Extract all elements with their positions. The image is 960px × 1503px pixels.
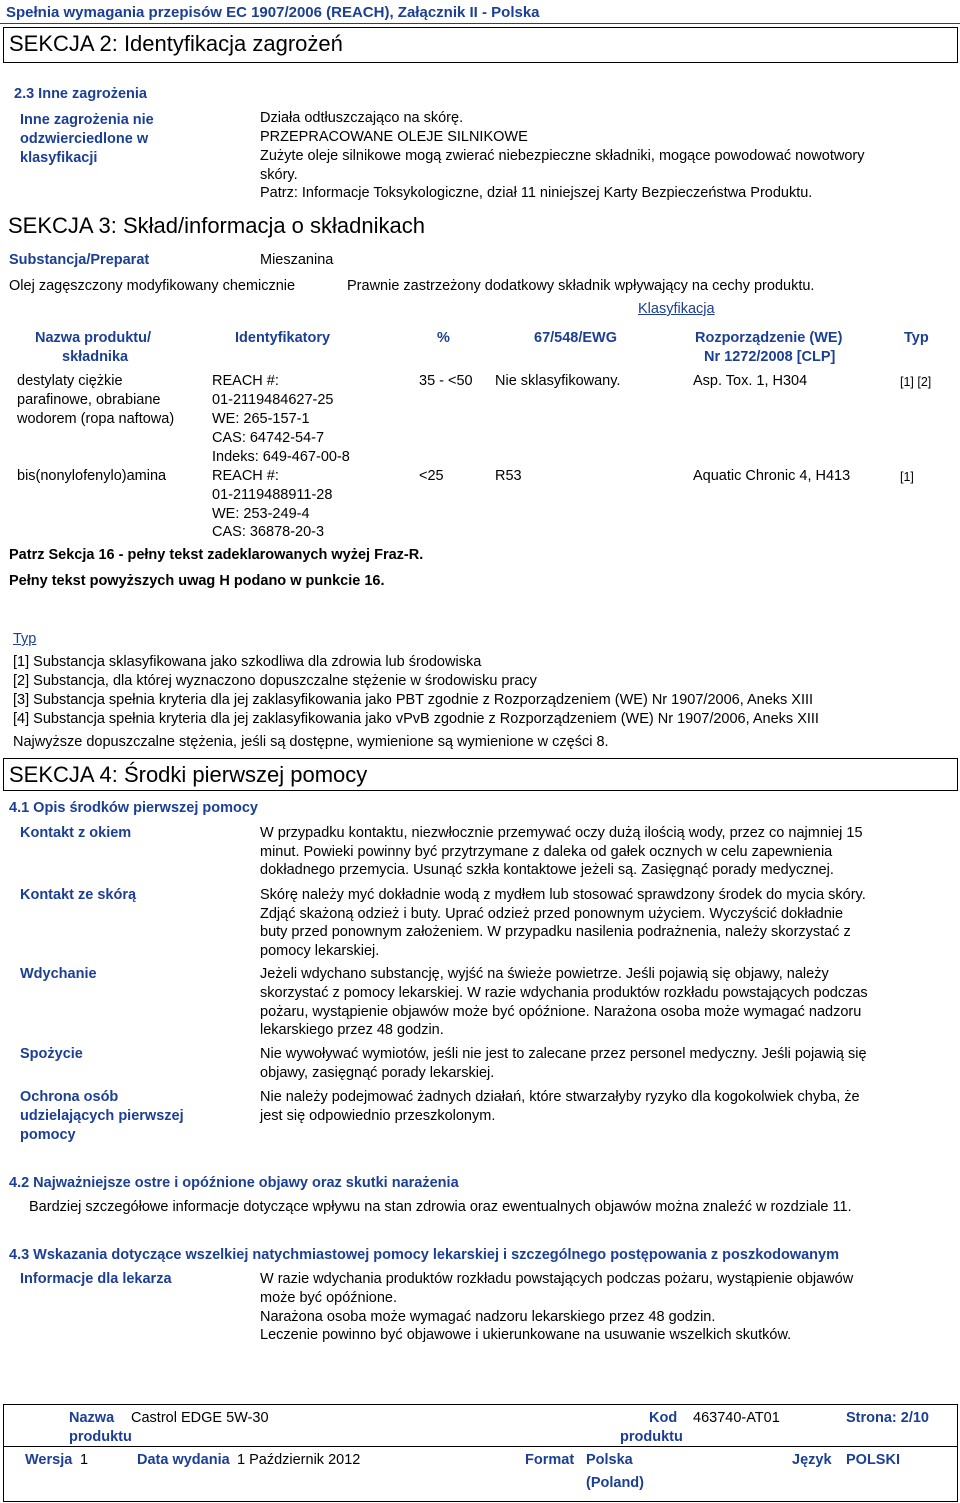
col-clp-1: Rozporządzenie (WE) [695,330,843,346]
row1-id-2: 01-2119484627-25 [212,392,334,408]
typ-legend-title: Typ [13,631,37,647]
substance-value: Mieszanina [260,252,334,268]
row1-id-1: REACH #: [212,373,279,389]
row2-id-2: 01-2119488911-28 [212,487,333,503]
row1-name-2: parafinowe, obrabiane [17,392,161,408]
col-clp-2: Nr 1272/2008 [CLP] [704,349,836,365]
section4-1-title: 4.1 Opis środków pierwszej pomocy [9,800,258,816]
skin-contact-text-3: buty przed ponownym założeniem. W przypadku nasilenia podrażnenia, należy skorzystać z [260,924,851,940]
footer-page-number: Strona: 2/10 [846,1410,929,1426]
section2-title: SEKCJA 2: Identyfikacja zagrożeń [9,31,343,56]
footer-format-value-1: Polska [586,1452,633,1468]
section4-2-title: 4.2 Najważniejsze ostre i opóźnione objawy oraz skutki narażenia [9,1175,459,1191]
row1-id-4: CAS: 64742-54-7 [212,430,325,446]
row2-id-1: REACH #: [212,468,279,484]
row1-id-3: WE: 265-157-1 [212,411,310,427]
footer-product-name: Castrol EDGE 5W-30 [131,1410,269,1426]
row2-id-4: CAS: 36878-20-3 [212,524,325,540]
h-phrases-note: Pełny tekst powyższych uwag H podano w punkcie 16. [9,573,385,589]
eye-contact-text-2: minut. Powieki powinny być przytrzymane z daleka od gałek ocznych w celu zapewnienia [260,844,833,860]
row2-id-3: WE: 253-249-4 [212,506,310,522]
footer-product-code-label-2: produktu [620,1429,683,1445]
inhalation-text-4: lekarskiego przez 48 godzin. [260,1022,444,1038]
skin-contact-text-1: Skórę należy myć dokładnie wodą z mydłem lub stosować sprawdzony środek do mycia skóry. [260,887,866,903]
footer-format-label: Format [525,1452,575,1468]
row2-percent: <25 [419,468,444,484]
col-typ: Typ [904,330,929,346]
first-aiders-text-1: Nie należy podejmować żadnych działań, które stwarzałyby ryzyko dla kogokolwiek chyba, że [260,1089,860,1105]
substance-label: Substancja/Preparat [9,252,150,268]
first-aiders-label-3: pomocy [20,1127,76,1143]
row2-typ: [1] [900,470,914,484]
footer-version: 1 [80,1452,89,1468]
section4-title: SEKCJA 4: Środki pierwszej pomocy [9,762,368,787]
row1-percent: 35 - <50 [419,373,473,389]
doctor-info-text-1: W razie wdychania produktów rozkładu powstających podczas pożaru, wystąpienie objawów [260,1271,854,1287]
other-hazards-label-2: odzwierciedlone w [20,131,149,147]
composition-desc-right: Prawnie zastrzeżony dodatkowy składnik wpływający na cechy produktu. [347,278,815,294]
row1-name-3: wodorem (ropa naftowa) [17,411,175,427]
first-aiders-text-2: jest się odpowiednio przeszkolonym. [260,1108,496,1124]
section3-title: SEKCJA 3: Skład/informacja o składnikach [8,213,425,238]
footer-date: 1 Październik 2012 [237,1452,361,1468]
other-hazards-text-1: Działa odtłuszczająco na skórę. [260,110,464,126]
other-hazards-text-3: Zużyte oleje silnikowe mogą zwierać niebezpieczne składniki, mogące powodować nowotwory [260,148,865,164]
footer-language-label: Język [792,1452,832,1468]
col-name-1: Nazwa produktu/ [35,330,152,346]
row2-ewg: R53 [495,468,522,484]
first-aiders-label-2: udzielających pierwszej [20,1108,184,1124]
ingestion-label: Spożycie [20,1046,83,1062]
inhalation-label: Wdychanie [20,966,97,982]
section2-subtitle: 2.3 Inne zagrożenia [14,86,147,102]
inhalation-text-2: skorzystać z pomocy lekarskiej. W razie wdychania produktów rozkładu powstających podczas [260,985,868,1001]
skin-contact-text-4: pomocy lekarskiej. [260,943,380,959]
ingestion-text-2: objawy, zasięgnąć porady lekarskiej. [260,1065,495,1081]
section2-title-box [3,27,958,63]
other-hazards-text-4: skóry. [260,167,298,183]
row2-clp: Aquatic Chronic 4, H413 [693,468,851,484]
first-aiders-label-1: Ochrona osób [20,1089,119,1105]
footer-product-name-label-1: Nazwa [69,1410,115,1426]
r-phrases-note: Patrz Sekcja 16 - pełny tekst zadeklarowanych wyżej Fraz-R. [9,547,424,563]
other-hazards-label-1: Inne zagrożenia nie [20,112,154,128]
skin-contact-label: Kontakt ze skórą [20,887,137,903]
footer-version-label: Wersja [25,1452,73,1468]
inhalation-text-1: Jeżeli wdychano substancję, wyjść na świeże powietrze. Jeśli pojawią się objawy, należy [260,966,829,982]
composition-desc-left: Olej zagęszczony modyfikowany chemicznie [9,278,296,294]
exposure-limits-note: Najwyższe dopuszczalne stężenia, jeśli są dostępne, wymienione są wymienione w części 8. [13,734,609,750]
footer-date-label: Data wydania [137,1452,230,1468]
eye-contact-label: Kontakt z okiem [20,825,132,841]
ingestion-text-1: Nie wywoływać wymiotów, jeśli nie jest to zalecane przez personel medyczny. Jeśli pojawią się [260,1046,867,1062]
skin-contact-text-2: Zdjąć skażoną odzież i buty. Uprać odzież przed ponownym użyciem. Wyczyścić dokładnie [260,906,844,922]
footer-product-code-label-1: Kod [649,1410,678,1426]
header-divider [0,23,960,24]
row1-name-1: destylaty ciężkie [17,373,123,389]
inhalation-text-3: pożaru, wystąpienie objawów może być opóźnione. Narażona osoba może wymagać nadzoru [260,1004,862,1020]
row1-ewg: Nie sklasyfikowany. [495,373,621,389]
doctor-info-text-4: Leczenie powinno być objawowe i ukierunkowane na usuwanie wszelkich skutków. [260,1327,792,1343]
col-identifiers: Identyfikatory [235,330,331,346]
doctor-info-label: Informacje dla lekarza [20,1271,172,1287]
typ-legend-2: [2] Substancja, dla której wyznaczono dopuszczalne stężenie w środowisku pracy [13,673,537,689]
row1-typ: [1] [2] [900,375,932,389]
classification-heading: Klasyfikacja [638,301,715,317]
other-hazards-text-2: PRZEPRACOWANE OLEJE SILNIKOWE [260,129,528,145]
document-header-title: Spełnia wymagania przepisów EC 1907/2006 (REACH), Załącznik II - Polska [6,4,540,21]
footer-product-name-label-2: produktu [69,1429,132,1445]
other-hazards-text-5: Patrz: Informacje Toksykologiczne, dział 11 niniejszej Karty Bezpieczeństwa Produktu. [260,185,813,201]
section4-3-title: 4.3 Wskazania dotyczące wszelkiej natychmiastowej pomocy lekarskiej i szczególnego postępowania z poszkodowanym [9,1247,839,1263]
doctor-info-text-2: może być opóźnione. [260,1290,398,1306]
col-percent: % [437,330,450,346]
row1-id-5: Indeks: 649-467-00-8 [212,449,350,465]
col-name-2: składnika [62,349,129,365]
section4-title-box [3,758,958,791]
footer-divider [4,1446,957,1447]
footer-product-code: 463740-AT01 [693,1410,780,1426]
footer-format-value-2: (Poland) [586,1475,644,1491]
eye-contact-text-3: dokładnego przemycia. Usunąć szkła kontaktowe jeżeli są. Zasięgnąć porady medycznej. [260,862,834,878]
typ-legend-4: [4] Substancja spełnia kryteria dla jej zaklasyfikowania jako vPvB zgodnie z Rozporządzeniem (WE) Nr 1907/2006, Aneks XIII [13,711,819,727]
section4-2-text: Bardziej szczegółowe informacje dotyczące wpływu na stan zdrowia oraz ewentualnych objawów można znaleźć w rozdziale 11. [29,1199,852,1215]
typ-legend-1: [1] Substancja sklasyfikowana jako szkodliwa dla zdrowia lub środowiska [13,654,482,670]
col-ewg: 67/548/EWG [534,330,618,346]
footer-language: POLSKI [846,1452,900,1468]
typ-legend-3: [3] Substancja spełnia kryteria dla jej zaklasyfikowania jako PBT zgodnie z Rozporządzeniem (WE) Nr 1907/2006, Aneks XIII [13,692,814,708]
row2-name-1: bis(nonylofenylo)amina [17,468,167,484]
eye-contact-text-1: W przypadku kontaktu, niezwłocznie przemywać oczy dużą ilością wody, przez co najmniej 15 [260,825,863,841]
doctor-info-text-3: Narażona osoba może wymagać nadzoru lekarskiego przez 48 godzin. [260,1309,716,1325]
other-hazards-label-3: klasyfikacji [20,150,98,166]
row1-clp: Asp. Tox. 1, H304 [693,373,808,389]
